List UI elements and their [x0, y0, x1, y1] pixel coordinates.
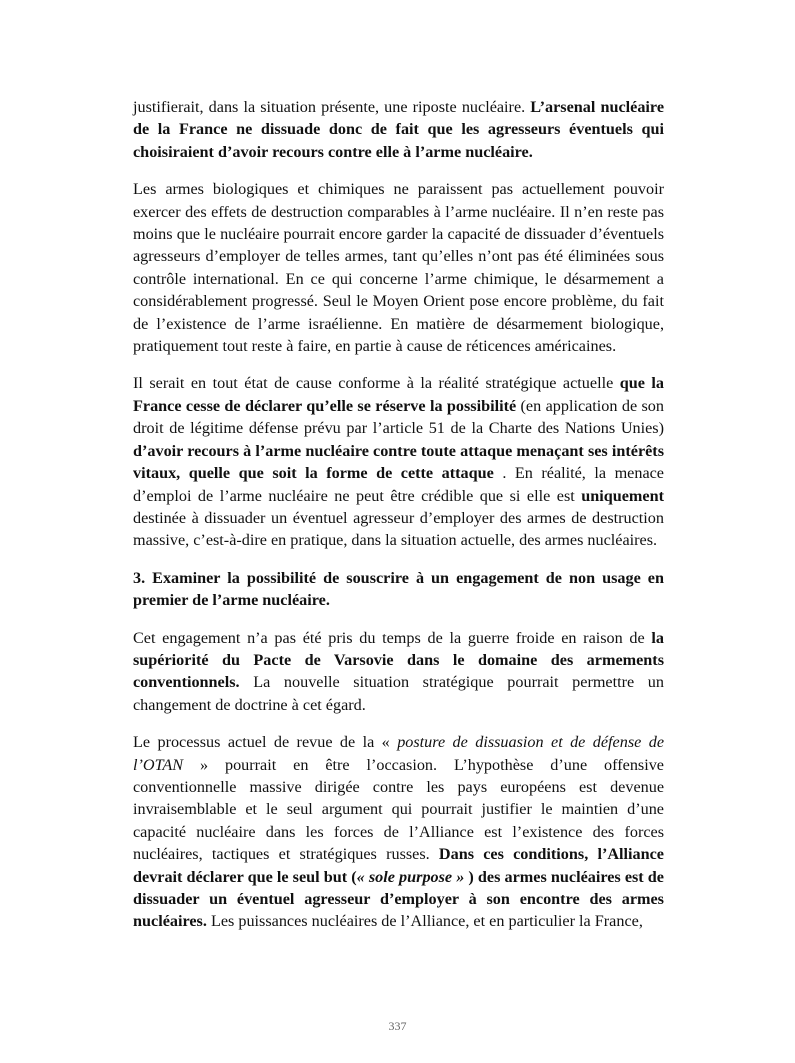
paragraph: [133, 627, 664, 717]
bold-text-run: que la France cesse de déclarer qu’elle se réserve la possibilité: [133, 374, 664, 415]
bold-text-run: uniquement: [581, 486, 664, 505]
text-run: (en application de son droit de légitime défense prévu par l’article 51 de la Charte des Nations Unies): [133, 396, 664, 438]
paragraph: [133, 178, 664, 357]
document-page: [133, 96, 664, 948]
section-heading: [133, 567, 664, 612]
italic-text-run: « sole purpose »: [356, 867, 465, 886]
text-run: Les armes biologiques et chimiques ne paraissent pas actuellement pouvoir exercer des effets de destruction comparables à l’arme nucléaire. Il n’en reste pas moins que le nucléaire pourrait encore garder la capacité de dissuader d’éventuels agresseurs d’employer de telles armes, tant qu’elles n’ont pas été éliminées sous contrôle international. En ce qui concerne l’arme chimique, le désarmement a considérablement progressé. Seul le Moyen Orient pose encore problème, du fait de l’existence de l’arme israélienne. En matière de désarmement biologique, pratiquement tout reste à faire, en partie à cause de réticences américaines.: [133, 180, 664, 356]
bold-text-run: 3. Examiner la possibilité de souscrire à un engagement de non usage en premier de l’arme nucléaire.: [133, 568, 664, 610]
text-run: Cet engagement n’a pas été pris du temps de la guerre froide en raison de: [133, 628, 652, 647]
text-run: destinée à dissuader un éventuel agresseur d’employer des armes de destruction massive, c’est-à-dire en pratique, dans la situation actuelle, des armes nucléaires.: [133, 508, 664, 550]
text-run: Les puissances nucléaires de l’Alliance, et en particulier la France,: [206, 912, 643, 931]
text-run: justifierait, dans la situation présente, une riposte nucléaire.: [133, 98, 531, 116]
page-number: 337: [388, 1019, 407, 1033]
bold-text-run: L’arsenal nucléaire de la France ne dissuade donc de fait que les agresseurs éventuels qui choisiraient d’avoir recours contre elle à l’arme nucléaire.: [133, 98, 664, 161]
text-run: Le processus actuel de revue de la «: [133, 733, 398, 752]
bold-text-run: ) des armes nucléaires est de dissuader un éventuel agresseur d’employer à son encontre des armes nucléaires.: [133, 867, 664, 931]
bold-text-run: d’avoir recours à l’arme nucléaire contre toute attaque menaçant ses intérêts vitaux, quelle que soit la forme de cette attaque: [133, 441, 664, 483]
text-run: . En réalité, la menace d’emploi de l’arme nucléaire ne peut être crédible que si elle est: [133, 464, 664, 505]
italic-text-run: posture de dissuasion et de défense de l’OTAN: [133, 733, 664, 774]
bold-text-run: Dans ces conditions, l’Alliance devrait déclarer que le seul but (: [133, 845, 664, 886]
text-run: Il serait en tout état de cause conforme à la réalité stratégique actuelle: [133, 374, 620, 393]
paragraph: [133, 372, 664, 551]
paragraph: [133, 731, 664, 933]
paragraph: [133, 96, 664, 163]
text-run: » pourrait en être l’occasion. L’hypothèse d’une offensive conventionnelle massive dirigée contre les pays européens est devenue invraisemblable et le seul argument qui pourrait justifier le maintien d’une capacité nucléaire dans les forces de l’Alliance est l’existence des forces nucléaires, tactiques et stratégiques russes.: [133, 755, 664, 864]
bold-text-run: la supériorité du Pacte de Varsovie dans le domaine des armements conventionnels.: [133, 628, 664, 692]
text-run: La nouvelle situation stratégique pourrait permettre un changement de doctrine à cet égard.: [133, 673, 664, 714]
